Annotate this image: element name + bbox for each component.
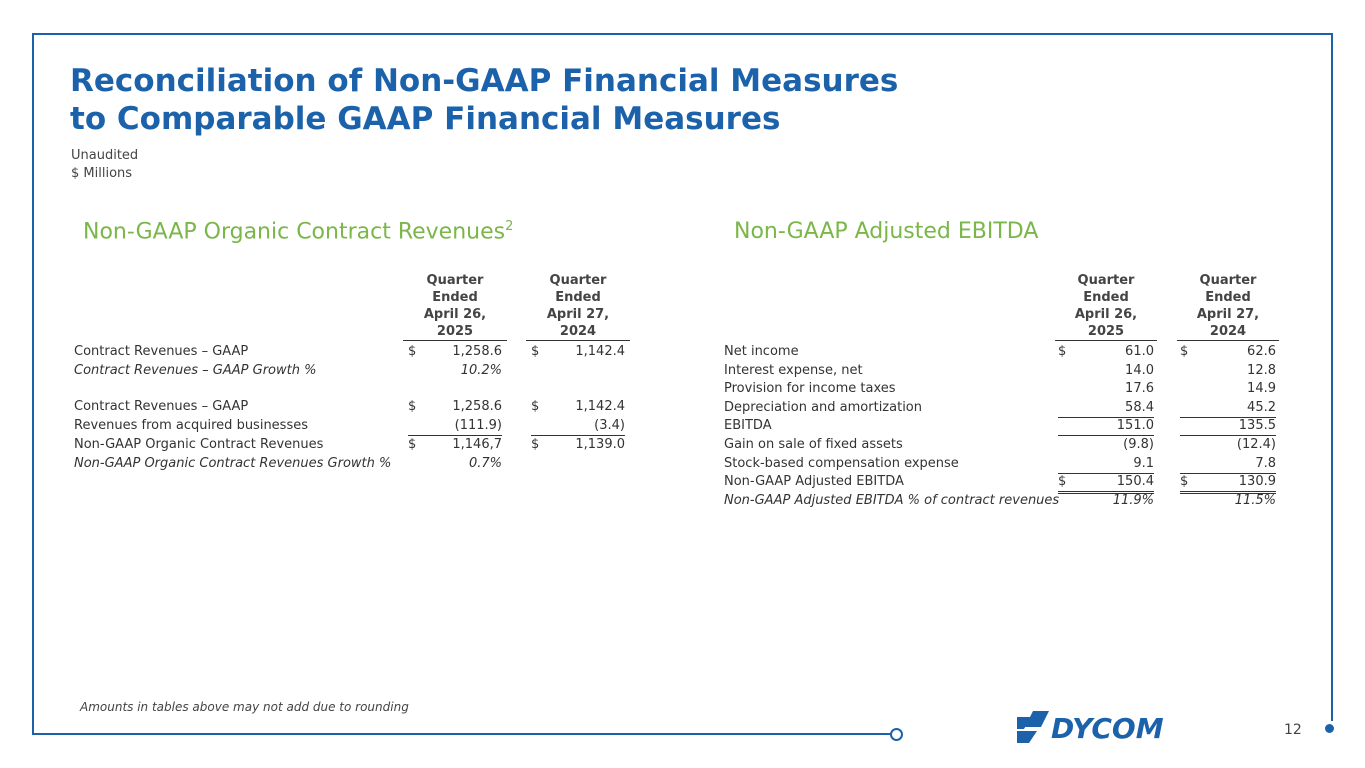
right-col1-h2: Ended [1083,290,1129,305]
left-col1-header [403,272,507,341]
value-cell [1180,399,1276,418]
value: 130.9 [1238,474,1276,489]
right-col2-h1: Quarter [1199,273,1257,288]
frame-left-line [32,33,34,735]
value: 1,142.4 [575,399,625,414]
right-col1-h1: Quarter [1077,273,1135,288]
value: 1,146,7 [452,437,502,452]
row-label: EBITDA [724,418,772,433]
row-label: Non-GAAP Organic Contract Revenues [74,437,324,452]
title-line-2: to Comparable GAAP Financial Measures [70,101,781,137]
value: (111.9) [454,418,502,433]
value-cell [531,343,625,361]
organic-revenues-heading-text: Non-GAAP Organic Contract Revenues [83,219,506,245]
currency-symbol: $ [531,399,540,414]
value-cell [408,398,502,416]
value: 151.0 [1116,418,1154,433]
value-cell [531,398,625,416]
value: 1,258.6 [452,344,502,359]
value-cell [408,455,502,473]
row-label: Interest expense, net [724,363,863,378]
value: 1,139.0 [575,437,625,452]
value: 45.2 [1247,400,1276,415]
value: 11.5% [1234,493,1276,508]
right-col1-header [1055,272,1157,341]
value: (12.4) [1236,437,1276,452]
value-cell [1058,399,1154,418]
left-col2-date: April 27, 2024 [526,306,630,341]
dycom-logo [1015,709,1207,745]
value-cell [1058,436,1154,454]
organic-revenues-heading [83,219,513,244]
row-label: Net income [724,344,799,359]
subtitle-unaudited: Unaudited [71,148,139,163]
value-cell [1180,417,1276,436]
value: 9.1 [1133,456,1154,471]
right-col1-date: April 26, 2025 [1055,306,1157,341]
right-col2-h2: Ended [1205,290,1251,305]
value-cell [408,343,502,361]
row-label: Non-GAAP Adjusted EBITDA % of contract revenues [724,493,1060,508]
value: 0.7% [468,456,502,471]
left-col1-date: April 26, 2025 [403,306,507,341]
currency-symbol: $ [531,437,540,452]
currency-symbol: $ [1180,474,1189,489]
right-col2-date: April 27, 2024 [1177,306,1279,341]
value-cell [531,417,625,436]
value-cell [1058,417,1154,436]
value: 12.8 [1247,363,1276,378]
footnote-marker: 2 [505,219,514,234]
value: 61.0 [1125,344,1154,359]
left-col2-h2: Ended [555,290,601,305]
value: 14.9 [1247,381,1276,396]
left-col1-h1: Quarter [426,273,484,288]
value: 11.9% [1112,493,1154,508]
frame-circle-marker [890,728,903,741]
value-cell [1058,473,1154,494]
rounding-footnote: Amounts in tables above may not add due to rounding [80,700,409,714]
row-label: Contract Revenues – GAAP Growth % [74,363,317,378]
title-line-1: Reconciliation of Non-GAAP Financial Measures [70,63,899,99]
page-number: 12 [1284,722,1302,738]
page-subtitle [71,147,138,183]
adjusted-ebitda-heading: Non-GAAP Adjusted EBITDA [734,219,1039,244]
frame-bottom-line [32,733,891,735]
value: 58.4 [1125,400,1154,415]
value-cell [1058,455,1154,474]
frame-right-line [1331,33,1333,721]
value-cell [531,436,625,454]
logo-wordmark: DYCOM [1051,712,1164,745]
row-label: Non-GAAP Adjusted EBITDA [724,474,904,489]
value-cell [1180,343,1276,361]
row-label: Depreciation and amortization [724,400,922,415]
left-col2-header [526,272,630,341]
row-label: Stock-based compensation expense [724,456,959,471]
value-cell [1180,473,1276,494]
value: 14.0 [1125,363,1154,378]
row-label: Contract Revenues – GAAP [74,399,249,414]
subtitle-units: $ Millions [71,166,133,181]
left-col2-h1: Quarter [549,273,607,288]
value-cell [408,362,502,380]
page-title [70,62,898,138]
frame-dot-marker [1325,724,1334,733]
frame-top-line [32,33,1333,35]
currency-symbol: $ [531,344,540,359]
right-col2-header [1177,272,1279,341]
value: 17.6 [1125,381,1154,396]
row-label: Contract Revenues – GAAP [74,344,249,359]
currency-symbol: $ [1058,474,1067,489]
value-cell [1180,455,1276,474]
value: (9.8) [1123,437,1154,452]
value: 150.4 [1116,474,1154,489]
row-label: Non-GAAP Organic Contract Revenues Growth % [74,456,392,471]
value: 135.5 [1238,418,1276,433]
row-label: Gain on sale of fixed assets [724,437,903,452]
value: 10.2% [460,363,502,378]
row-label: Provision for income taxes [724,381,896,396]
row-label: Revenues from acquired businesses [74,418,308,433]
value-cell [1058,343,1154,361]
value-cell [1180,362,1276,380]
value: 1,142.4 [575,344,625,359]
value: 62.6 [1247,344,1276,359]
currency-symbol: $ [1180,344,1189,359]
value-cell [1180,380,1276,398]
value-cell [1058,492,1154,510]
value: (3.4) [594,418,625,433]
left-col1-h2: Ended [432,290,478,305]
currency-symbol: $ [1058,344,1067,359]
value-cell [408,436,502,454]
currency-symbol: $ [408,437,417,452]
currency-symbol: $ [408,344,417,359]
value: 7.8 [1255,456,1276,471]
value-cell [408,417,502,436]
value-cell [1180,436,1276,454]
value-cell [1180,492,1276,510]
currency-symbol: $ [408,399,417,414]
value-cell [1058,362,1154,380]
value: 1,258.6 [452,399,502,414]
value-cell [1058,380,1154,398]
